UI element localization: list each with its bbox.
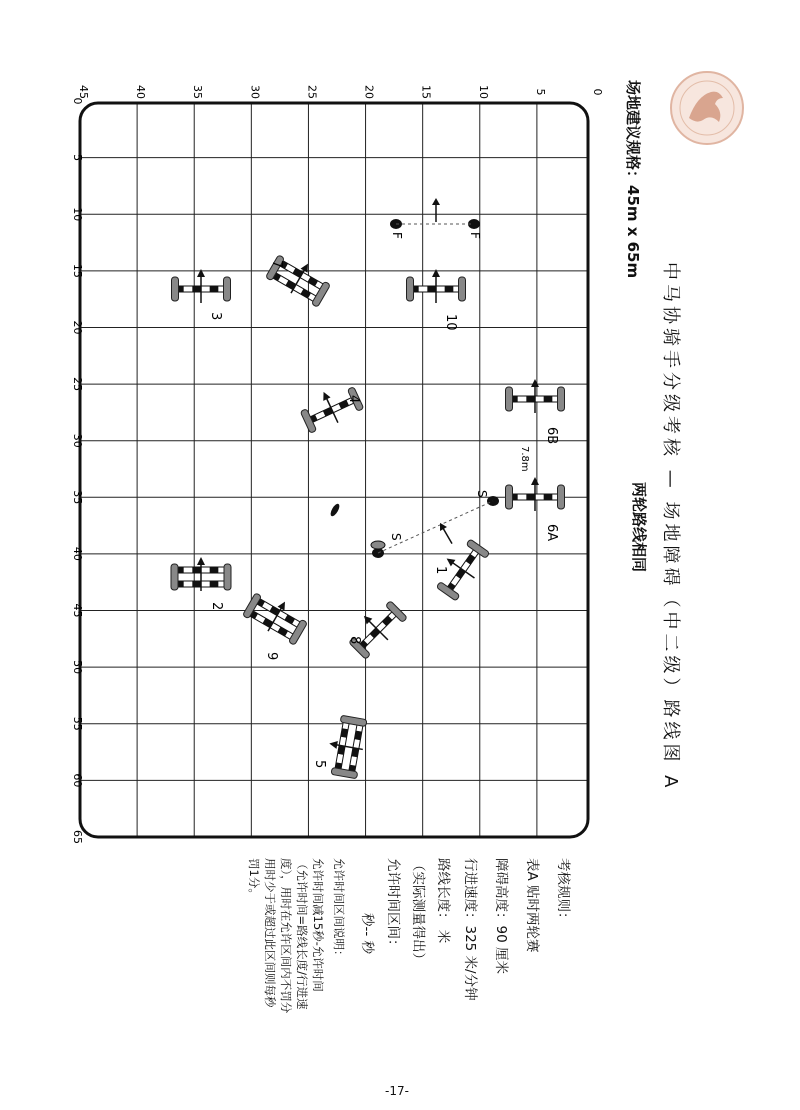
path-arrow [432,198,440,222]
fence-wing [558,485,565,509]
fence-wing [172,277,179,301]
fence-stripe [210,581,219,587]
x-axis [71,98,84,845]
direction-arrow [278,600,289,611]
fence-stripe [445,286,454,292]
finish-label: F [468,232,482,239]
fence-7 [265,249,334,308]
fence-label: 4 [346,395,361,404]
x-tick-label: 25 [71,377,84,392]
fence-4 [297,379,365,435]
start-label: S [475,490,489,498]
field-spec: 场地建议规格：45m x 65m [624,80,642,279]
direction-arrow [531,379,539,387]
x-tick-label: 30 [71,433,84,448]
rules-speed: 行进速度：325 米/分钟 [462,858,478,1001]
start-marker [371,541,385,549]
arena-border [80,103,588,837]
fence-stripe [192,286,201,292]
fence-9 [242,587,311,646]
x-tick-label: 50 [71,660,84,675]
y-axis [77,85,604,99]
direction-arrow [531,477,539,485]
finish-label: F [390,232,404,239]
fence-label: 10 [443,314,458,331]
x-tick-label: 60 [71,773,84,788]
y-tick-label: 35 [191,85,205,99]
fence-label: 5 [312,760,327,769]
y-tick-label: 25 [305,85,319,99]
fence-label: 2 [209,602,224,611]
fence-wing [224,564,231,590]
fence-stripe [526,396,535,402]
rules-explain-3: 度），用时在允许区间内不罚分 [279,858,293,1014]
fence-stripe [192,567,201,573]
page-title: 中马协骑手分级考核 — 场地障碍（中二级）路线图 A [660,262,681,792]
ground-pole [329,502,341,517]
start-label: S [389,533,403,541]
fence-stripe [427,286,436,292]
route-subtitle: 两轮路线相同 [630,482,648,573]
direction-arrow [432,269,440,277]
y-tick-label: 40 [134,85,148,99]
y-tick-label: 45 [77,85,90,99]
rules-table: 表A 贴时两轮赛 [524,858,540,953]
y-tick-label: 5 [533,88,547,96]
x-tick-label: 5 [71,154,84,162]
y-tick-label: 20 [362,85,376,99]
fence-stripe [210,286,219,292]
fences [171,249,565,779]
path-arrow [437,521,456,546]
direction-arrow [320,390,331,401]
fence-wing [459,277,466,301]
fence-label: 7 [269,260,284,269]
rules-allowed-units: 秒-- 秒 [359,913,375,955]
x-tick-label: 15 [71,263,84,278]
fence-stripe [210,567,219,573]
y-tick-label: 0 [591,88,604,96]
direction-arrow [197,269,205,277]
fence-3 [172,269,231,303]
rules-length-note: （实际测量得出） [410,858,426,966]
fence-label: 6A [544,524,559,542]
rules-explain-5: 罚1分。 [247,858,261,900]
x-tick-label: 10 [71,207,84,222]
x-tick-label: 55 [71,716,84,731]
x-tick-label: 35 [71,490,84,505]
rules-length: 路线长度： 米 [435,858,451,944]
fence-stripe [192,581,201,587]
fence-10 [407,269,466,303]
fence-2 [171,557,231,591]
fence-wing [171,564,178,590]
direction-arrow [197,557,205,565]
field-grid [80,103,588,837]
fence-wing [224,277,231,301]
fence-wing [407,277,414,301]
fence-label: 3 [208,312,223,321]
x-tick-label: 20 [71,320,84,335]
fence-stripe [544,396,553,402]
markers [329,198,530,558]
y-tick-label: 10 [476,85,490,99]
fence-label: 1 [433,566,448,575]
direction-arrow [329,740,338,749]
arrow-head [432,198,440,205]
y-tick-label: 30 [248,85,262,100]
fence-label: 8 [347,636,362,645]
fence-6a [506,477,565,511]
direction-arrow [444,555,455,566]
fence-stripe [526,494,535,500]
rules-explain-1: 允许时间减15秒-允许时间 [311,858,325,992]
x-tick-label: 65 [71,830,84,844]
fence-8 [343,595,409,661]
x-tick-label: 0 [71,97,84,105]
x-tick-label: 40 [71,546,84,561]
rules-explain-4: 用时少于或超过此区间则每秒 [263,858,277,1008]
distance-label: 7.8m [519,446,530,472]
x-tick-label: 45 [71,603,84,618]
y-tick-label: 15 [419,85,433,99]
page-number: -17- [385,1084,409,1098]
rules-allowed: 允许时间区间： [385,858,401,953]
rules-explain-2: （允许时间=路线长度/行进速 [295,858,309,1010]
fence-wing [558,387,565,411]
rules-explain-heading: 允许时间区间说明： [332,858,346,962]
fence-label: 6B [544,427,559,445]
rules-heading: 考核规则： [555,858,571,926]
fence-wing [506,387,513,411]
fence-stripe [544,494,553,500]
fence-wing [506,485,513,509]
fence-label: 9 [264,652,279,661]
rules-height: 障碍高度：90 厘米 [493,858,509,974]
